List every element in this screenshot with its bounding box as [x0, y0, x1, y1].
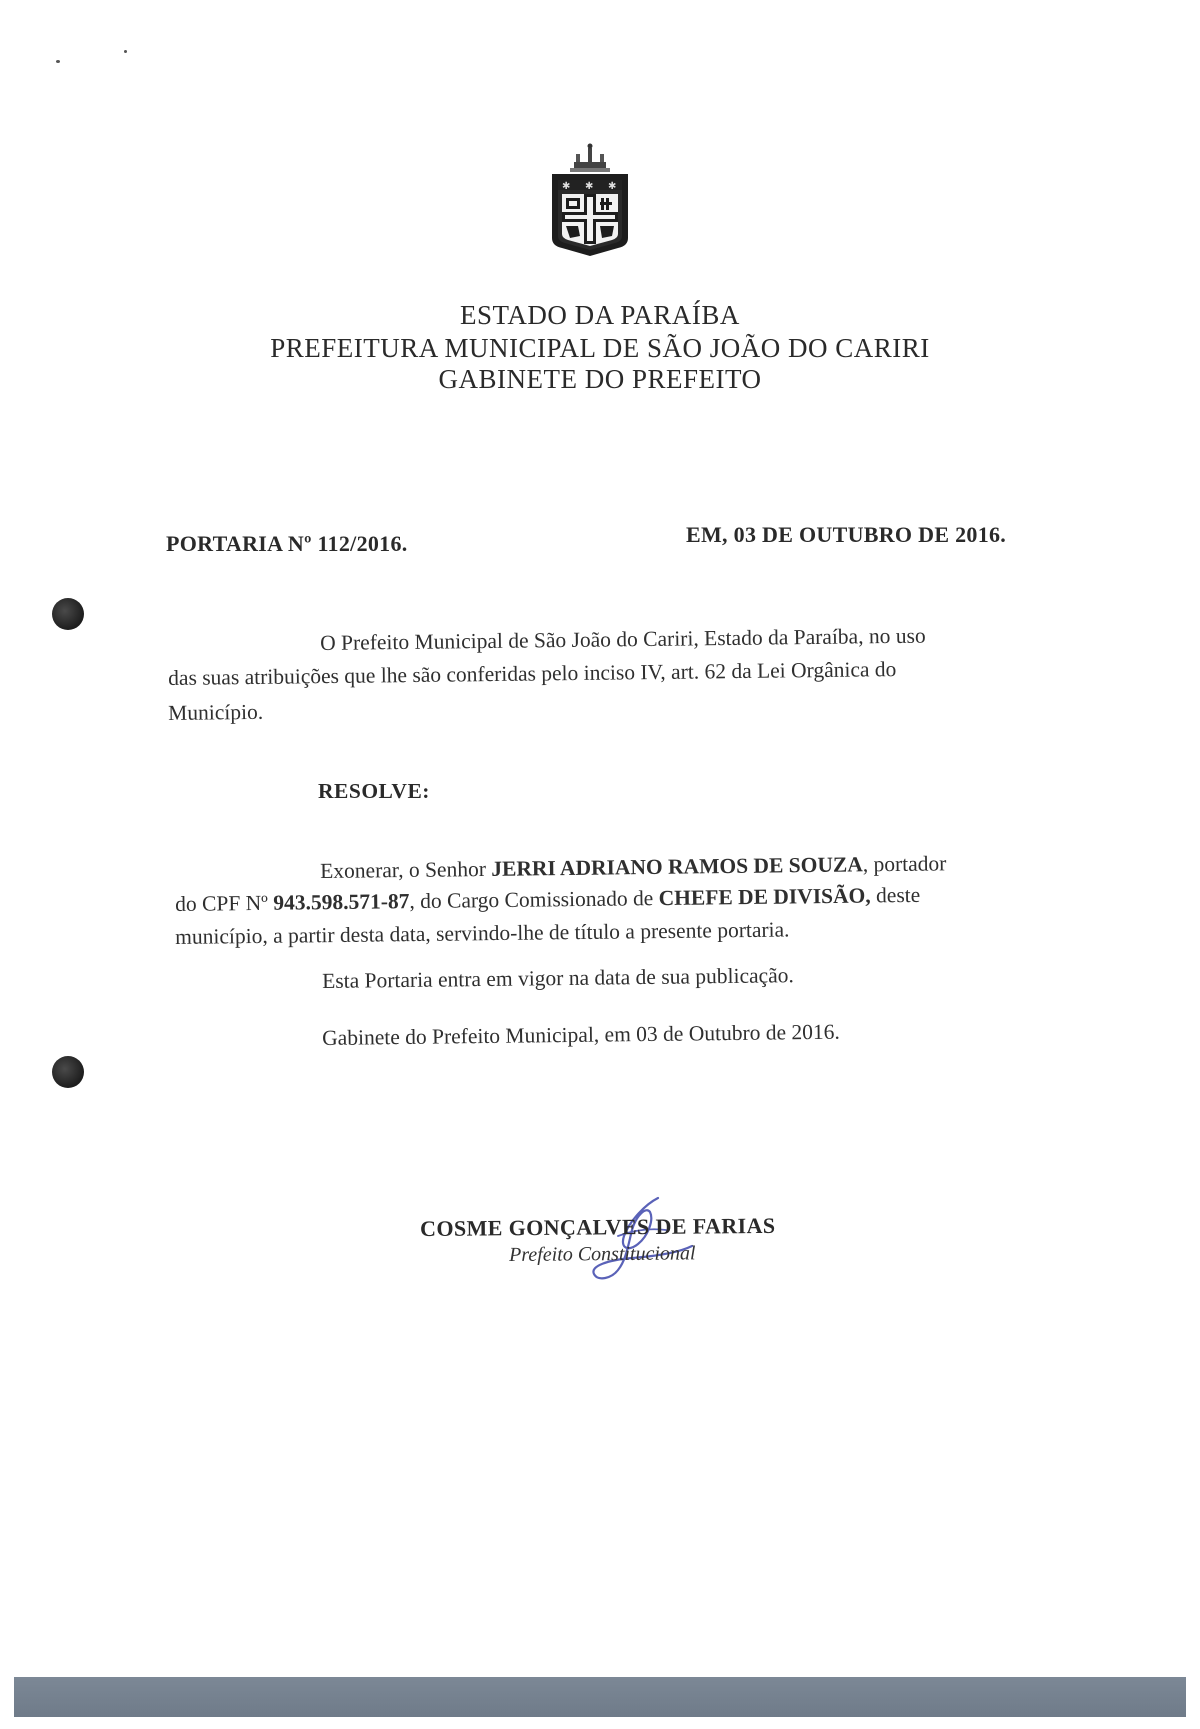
header-cabinet: GABINETE DO PREFEITO: [438, 364, 762, 394]
punch-hole-top: [52, 598, 84, 630]
header-prefecture: PREFEITURA MUNICIPAL DE SÃO JOÃO DO CARIRI: [270, 333, 930, 363]
header-state: ESTADO DA PARAÍBA: [460, 300, 740, 330]
signatory-title: Prefeito Constitucional: [509, 1242, 696, 1266]
validity-statement: Esta Portaria entra em vigor na data de sua publicação.: [322, 963, 794, 993]
person-name: JERRI ADRIANO RAMOS DE SOUZA: [491, 852, 863, 881]
decision-text: do CPF Nº: [175, 890, 274, 916]
portaria-number: PORTARIA Nº 112/2016.: [166, 531, 408, 556]
scan-speck: [56, 60, 60, 63]
closing-statement: Gabinete do Prefeito Municipal, em 03 de Outubro de 2016.: [322, 1019, 840, 1050]
decision-line-3: município, a partir desta data, servindo-lhe de título a presente portaria.: [175, 917, 790, 949]
footer-band: [14, 1677, 1186, 1717]
decision-line-2: [175, 879, 920, 921]
preamble-line-3: Município.: [168, 699, 264, 725]
portaria-date: EM, 03 DE OUTUBRO DE 2016.: [686, 522, 1007, 547]
signatory-name: COSME GONÇALVES DE FARIAS: [420, 1212, 776, 1241]
decision-text: , portador: [862, 851, 947, 877]
svg-text:✱: ✱: [585, 181, 594, 192]
decision-text: Exonerar, o Senhor: [320, 856, 492, 883]
svg-text:✱: ✱: [562, 181, 571, 192]
resolve-heading: RESOLVE:: [318, 779, 430, 803]
position-title: CHEFE DE DIVISÃO,: [658, 883, 871, 911]
preamble-line-1: O Prefeito Municipal de São João do Cariri, Estado da Paraíba, no uso: [320, 623, 926, 655]
svg-text:✱: ✱: [608, 181, 617, 192]
cpf-number: 943.598.571-87: [273, 889, 410, 915]
scan-speck: [124, 50, 127, 53]
punch-hole-bottom: [52, 1056, 84, 1088]
decision-text: , do Cargo Comissionado de: [409, 886, 659, 914]
preamble-line-2: das suas atribuições que lhe são conferidas pelo inciso IV, art. 62 da Lei Orgânica do: [168, 657, 897, 690]
decision-text: deste: [870, 882, 921, 908]
municipal-coat-of-arms-icon: [548, 142, 632, 258]
